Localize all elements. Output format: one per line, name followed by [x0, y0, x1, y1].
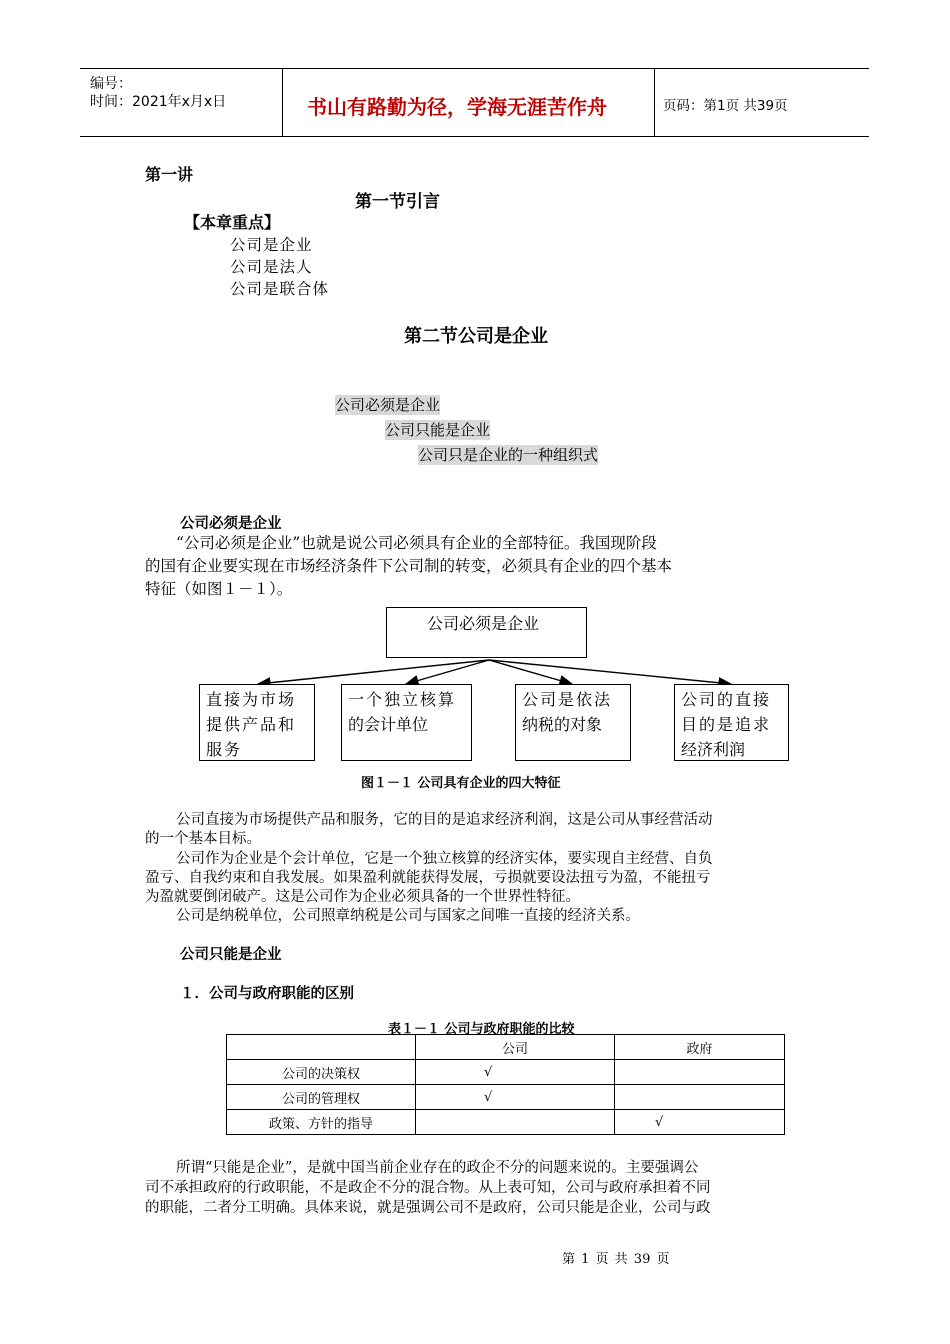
diagram-box-line: 公司是依法: [522, 690, 613, 709]
lecture-title: 第一讲: [145, 165, 194, 184]
table-cell: 公司的决策权: [227, 1060, 416, 1085]
doc-date-label: 时间：2021年x月x日: [90, 94, 227, 110]
paragraph-line: 的国有企业要实现在市场经济条件下公司制的转变，必须具有企业的四个基本: [145, 557, 673, 575]
arrow-line: [489, 660, 731, 684]
section2-title: 第二节公司是企业: [404, 326, 548, 347]
sub2-title: 公司只能是企业: [180, 947, 282, 963]
diagram-box-line: 经济利润: [681, 740, 746, 759]
table-cell: √: [416, 1085, 615, 1110]
key-point-item: 公司是法人: [230, 258, 313, 276]
paragraph-line: 公司直接为市场提供产品和服务，它的目的是追求经济利润，这是公司从事经营活动: [176, 812, 713, 828]
table-cell: [615, 1085, 785, 1110]
diagram-box-line: 目的是追求: [681, 715, 772, 734]
paragraph-line: 公司是纳税单位，公司照章纳税是公司与国家之间唯一直接的经济关系。: [176, 908, 640, 924]
paragraph-line: 公司作为企业是个会计单位，它是一个独立核算的经济实体，要实现自主经营、自负: [176, 851, 713, 867]
arrow-line: [258, 660, 489, 684]
paragraph-line: 盈亏、自我约束和自我发展。如果盈利就能获得发展，亏损就要设法扭亏为盈，不能扭亏: [145, 870, 711, 886]
diagram-feature-box: [674, 684, 789, 761]
table-cell: √: [615, 1110, 785, 1135]
doc-number-label: 编号：: [90, 76, 132, 92]
table-row: [227, 1085, 785, 1110]
table-caption: 表１－１ 公司与政府职能的比较: [388, 1022, 575, 1037]
table-header-cell: 公司: [416, 1035, 615, 1060]
paragraph-line: 司不承担政府的行政职能，不是政企不分的混合物。从上表可知，公司与政府承担着不同: [145, 1180, 711, 1196]
outline-item: 公司只能是企业: [385, 421, 491, 439]
header-page-info: 页码：第1页 共39页: [663, 98, 788, 114]
figure-caption: 图１－１ 公司具有企业的四大特征: [361, 776, 561, 791]
table-header-cell: 政府: [615, 1035, 785, 1060]
paragraph-line: 的职能，二者分工明确。具体来说，就是强调公司不是政府，公司只能是企业，公司与政: [145, 1200, 711, 1216]
section1-title: 第一节引言: [355, 192, 440, 212]
diagram-top-box: 公司必须是企业: [386, 607, 587, 658]
key-points-title: 【本章重点】: [184, 213, 281, 232]
diagram-feature-box: [199, 684, 315, 761]
key-point-item: 公司是企业: [230, 236, 313, 254]
diagram-box-line: 的会计单位: [348, 715, 429, 734]
diagram-feature-box: [515, 684, 631, 761]
arrow-line: [406, 660, 489, 684]
comparison-table: [226, 1034, 785, 1135]
sub1-title: 公司必须是企业: [180, 516, 282, 532]
paragraph-line: 的一个基本目标。: [145, 831, 261, 847]
table-cell: √: [416, 1060, 615, 1085]
table-cell: [416, 1110, 615, 1135]
paragraph-line: “公司必须是企业”也就是说公司必须具有企业的全部特征。我国现阶段: [176, 534, 657, 552]
page-footer: 第 1 页 共 39 页: [562, 1252, 670, 1267]
diagram-box-line: 纳税的对象: [522, 715, 603, 734]
diagram-box-line: 一个独立核算: [348, 690, 457, 709]
paragraph-line: 所谓“只能是企业”，是就中国当前企业存在的政企不分的问题来说的。主要强调公: [176, 1160, 699, 1176]
table-cell: [615, 1060, 785, 1085]
diagram-box-line: 直接为市场: [206, 690, 297, 709]
table-row: [227, 1110, 785, 1135]
table-cell: 政策、方针的指导: [227, 1110, 416, 1135]
outline-item: 公司必须是企业: [335, 396, 441, 414]
diagram-box-line: 服务: [206, 740, 243, 759]
paragraph-line: 为盈就要倒闭破产。这是公司作为企业必须具备的一个世界性特征。: [145, 889, 580, 905]
table-header-row: [227, 1035, 785, 1060]
key-point-item: 公司是联合体: [230, 280, 330, 298]
paragraph-line: 特征（如图１－１）。: [145, 580, 293, 598]
table-cell: 公司的管理权: [227, 1085, 416, 1110]
diagram-feature-box: [341, 684, 472, 761]
table-row: [227, 1060, 785, 1085]
header-motto: 书山有路勤为径，学海无涯苦作舟: [307, 95, 607, 119]
sub2-item: １．公司与政府职能的区别: [180, 986, 354, 1002]
diagram-box-line: 公司的直接: [681, 690, 772, 709]
outline-item: 公司只是企业的一种组织式: [418, 446, 599, 464]
diagram-box-line: 提供产品和: [206, 715, 297, 734]
table-header-cell: [227, 1035, 416, 1060]
